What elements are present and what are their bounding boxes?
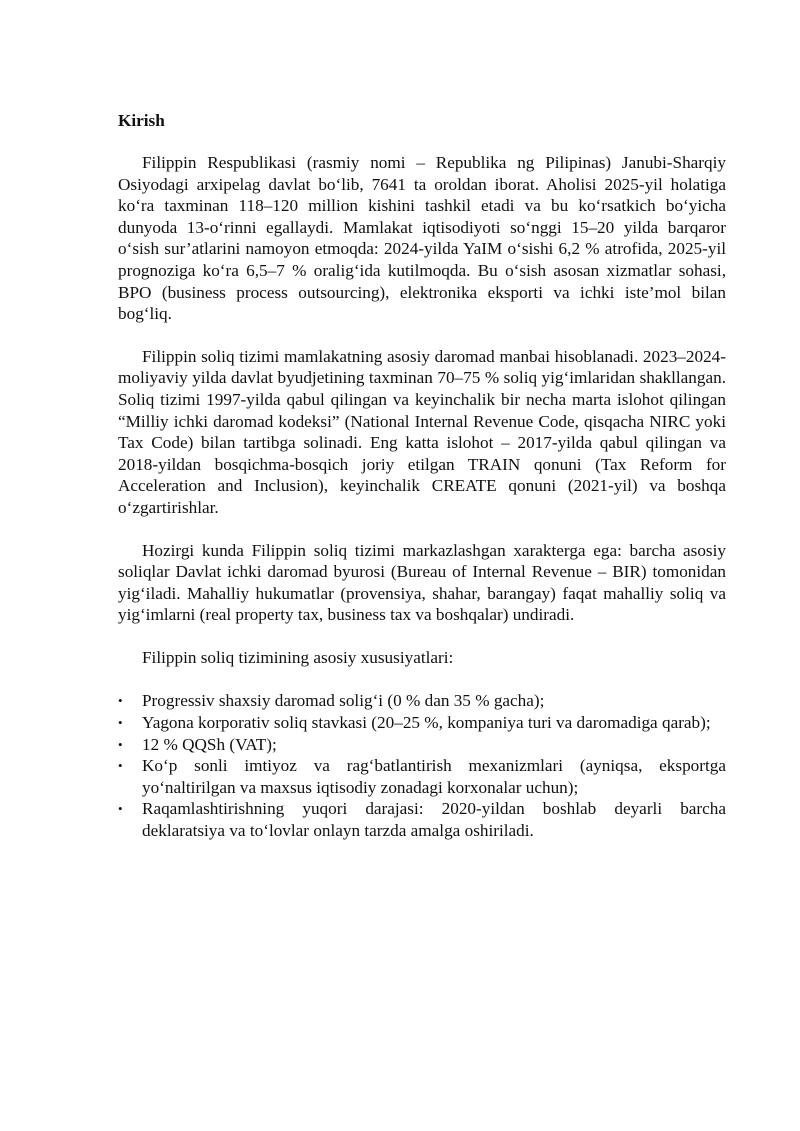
- bullet-icon: •: [118, 715, 123, 731]
- paragraph-tax-system: Filippin soliq tizimi mamlakatning asosiy daromad manbai hisoblanadi. 2023–2024-moliyaviy yilda davlat byudjetining taxminan 70–75 % soliq yig‘imlaridan shakllangan. Soliq tizimi 1997-yilda qabul qilingan va keyinchalik bir necha marta islohot qilingan “Milliy ichki daromad kodeksi” (National Internal Revenue Code, qisqacha NIRC yoki Tax Code) bilan tartibga solinadi. Eng katta islohot – 2017-yilda qabul qilingan va 2018-yildan bosqichma-bosqich joriy etilgan TRAIN qonuni (Tax Reform for Acceleration and Inclusion), keyinchalik CREATE qonuni (2021-yil) va boshqa o‘zgartirishlar.: [118, 346, 726, 517]
- list-item: [118, 755, 726, 798]
- list-item: [118, 734, 726, 756]
- list-item-text: Progressiv shaxsiy daromad solig‘i (0 % dan 35 % gacha);: [142, 691, 545, 711]
- section-heading: Kirish: [118, 111, 165, 130]
- paragraph-intro: Filippin Respublikasi (rasmiy nomi – Republika ng Pilipinas) Janubi-Sharqiy Osiyodagi arxipelag davlat bo‘lib, 7641 ta oroldan iborat. Aholisi 2025-yil holatiga ko‘ra taxminan 118–120 million kishini tashkil etadi va bu ko‘rsatkich bo‘yicha dunyoda 13-o‘rinni egallaydi. Mamlakat iqtisodiyoti so‘nggi 15–20 yilda barqaror o‘sish sur’atlarini namoyon etmoqda: 2024-yilda YaIM o‘sishi 6,2 % atrofida, 2025-yil prognoziga ko‘ra 6,5–7 % oralig‘ida kutilmoqda. Bu o‘sish asosan xizmatlar sohasi, BPO (business process outsourcing), elektronika eksporti va ichki iste’mol bilan bog‘liq.: [118, 153, 726, 324]
- list-intro: Filippin soliq tizimining asosiy xususiyatlari:: [142, 647, 454, 667]
- list-item: [118, 690, 726, 712]
- features-list: [118, 690, 726, 841]
- bullet-icon: •: [118, 801, 123, 817]
- paragraph-centralization: Hozirgi kunda Filippin soliq tizimi markazlashgan xarakterga ega: barcha asosiy soliqlar Davlat ichki daromad byurosi (Bureau of Internal Revenue – BIR) tomonidan yig‘iladi. Mahalliy hukumatlar (provensiya, shahar, barangay) faqat mahalliy soliq va yig‘imlarni (real property tax, business tax va boshqalar) undiradi.: [118, 540, 726, 625]
- bullet-icon: •: [118, 758, 123, 774]
- list-item-text: Yagona korporativ soliq stavkasi (20–25 %, kompaniya turi va daromadiga qarab);: [142, 713, 711, 733]
- list-item: [118, 712, 726, 734]
- document-body: [118, 110, 726, 842]
- list-item: [118, 798, 726, 841]
- bullet-icon: •: [118, 693, 123, 709]
- list-item-text: Raqamlashtirishning yuqori darajasi: 2020-yildan boshlab deyarli barcha deklaratsiya va to‘lovlar onlayn tarzda amalga oshiriladi.: [142, 799, 726, 841]
- list-item-text: 12 % QQSh (VAT);: [142, 734, 277, 754]
- list-item-text: Ko‘p sonli imtiyoz va rag‘batlantirish mexanizmlari (ayniqsa, eksportga yo‘naltirilgan va maxsus iqtisodiy zonadagi korxonalar uchun);: [142, 756, 726, 797]
- bullet-icon: •: [118, 736, 123, 752]
